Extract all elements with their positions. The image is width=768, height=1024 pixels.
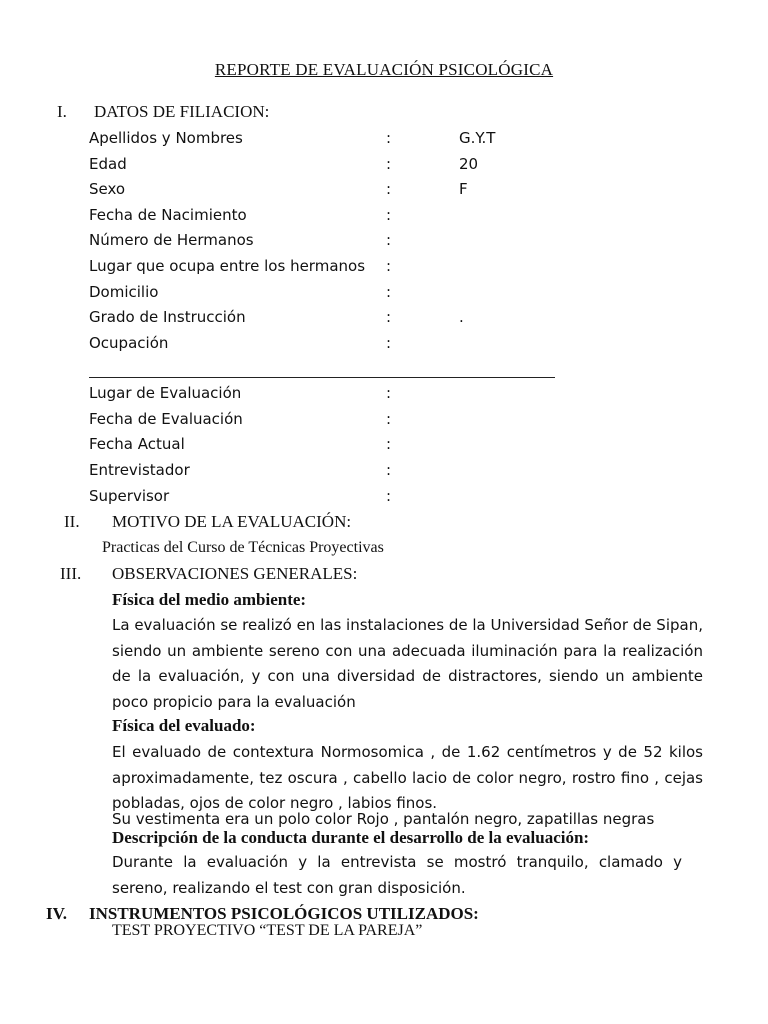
section-4-heading: INSTRUMENTOS PSICOLÓGICOS UTILIZADOS:: [89, 904, 479, 923]
section-4-text: TEST PROYECTIVO “TEST DE LA PAREJA”: [112, 922, 423, 939]
field-label: Fecha de Evaluación: [89, 410, 243, 428]
field-label: Edad: [89, 155, 127, 173]
field-colon: :: [386, 487, 392, 505]
paragraph-evaluee: El evaluado de contextura Normosomica , de 1.62 centímetros y de 52 kilos aproximadamente, tez oscura , cabello lacio de color negro, rostro fino , cejas pobladas, ojos de color negro , labios finos.: [112, 743, 703, 812]
field-value: 20: [459, 155, 479, 173]
field-label: Domicilio: [89, 283, 159, 301]
field-label: Fecha de Nacimiento: [89, 206, 247, 224]
subheading-evaluee: Física del evaluado:: [112, 716, 256, 735]
field-label: Grado de Instrucción: [89, 308, 246, 326]
field-colon: :: [386, 206, 392, 224]
section-2-numeral: II.: [64, 512, 80, 531]
field-colon: :: [386, 180, 392, 198]
field-label: Apellidos y Nombres: [89, 129, 243, 147]
field-colon: :: [386, 283, 392, 301]
field-value: .: [459, 308, 464, 326]
field-label: Lugar de Evaluación: [89, 384, 242, 402]
subheading-conduct: Descripción de la conducta durante el desarrollo de la evaluación:: [112, 828, 590, 847]
field-value: F: [459, 180, 468, 198]
field-colon: :: [386, 384, 392, 402]
report-title: REPORTE DE EVALUACIÓN PSICOLÓGICA: [214, 60, 554, 79]
field-label: Fecha Actual: [89, 435, 185, 453]
field-colon: :: [386, 308, 392, 326]
field-label: Lugar que ocupa entre los hermanos: [89, 257, 366, 275]
section-2-heading: MOTIVO DE LA EVALUACIÓN:: [112, 512, 352, 531]
field-value: G.Y.T: [459, 129, 496, 147]
field-label: Supervisor: [89, 487, 170, 505]
field-colon: :: [386, 257, 392, 275]
separator-line: [89, 377, 555, 378]
paragraph-conduct: Durante la evaluación y la entrevista se mostró tranquilo, clamado y sereno, realizando el test con gran disposición.: [112, 853, 682, 897]
field-label: Entrevistador: [89, 461, 190, 479]
paragraph-environment: La evaluación se realizó en las instalaciones de la Universidad Señor de Sipan, siendo un ambiente sereno con una adecuada iluminación para la realización de la evaluación, y con una diversidad de distractores, siendo un ambiente poco propicio para la evaluación: [112, 616, 703, 711]
field-colon: :: [386, 410, 392, 428]
field-label: Número de Hermanos: [89, 231, 254, 249]
field-colon: :: [386, 231, 392, 249]
section-4-numeral: IV.: [46, 904, 67, 923]
field-colon: :: [386, 461, 392, 479]
field-colon: :: [386, 334, 392, 352]
subheading-environment: Física del medio ambiente:: [112, 590, 307, 609]
field-label: Sexo: [89, 180, 126, 198]
field-colon: :: [386, 155, 392, 173]
field-colon: :: [386, 435, 392, 453]
section-1-numeral: I.: [57, 102, 67, 121]
section-1-heading: DATOS DE FILIACION:: [94, 102, 270, 121]
field-colon: :: [386, 129, 392, 147]
paragraph-clothing: Su vestimenta era un polo color Rojo , pantalón negro, zapatillas negras: [112, 810, 655, 828]
section-2-text: Practicas del Curso de Técnicas Proyectivas: [102, 539, 384, 556]
section-3-heading: OBSERVACIONES GENERALES:: [112, 564, 358, 583]
section-3-numeral: III.: [60, 564, 82, 583]
field-label: Ocupación: [89, 334, 169, 352]
